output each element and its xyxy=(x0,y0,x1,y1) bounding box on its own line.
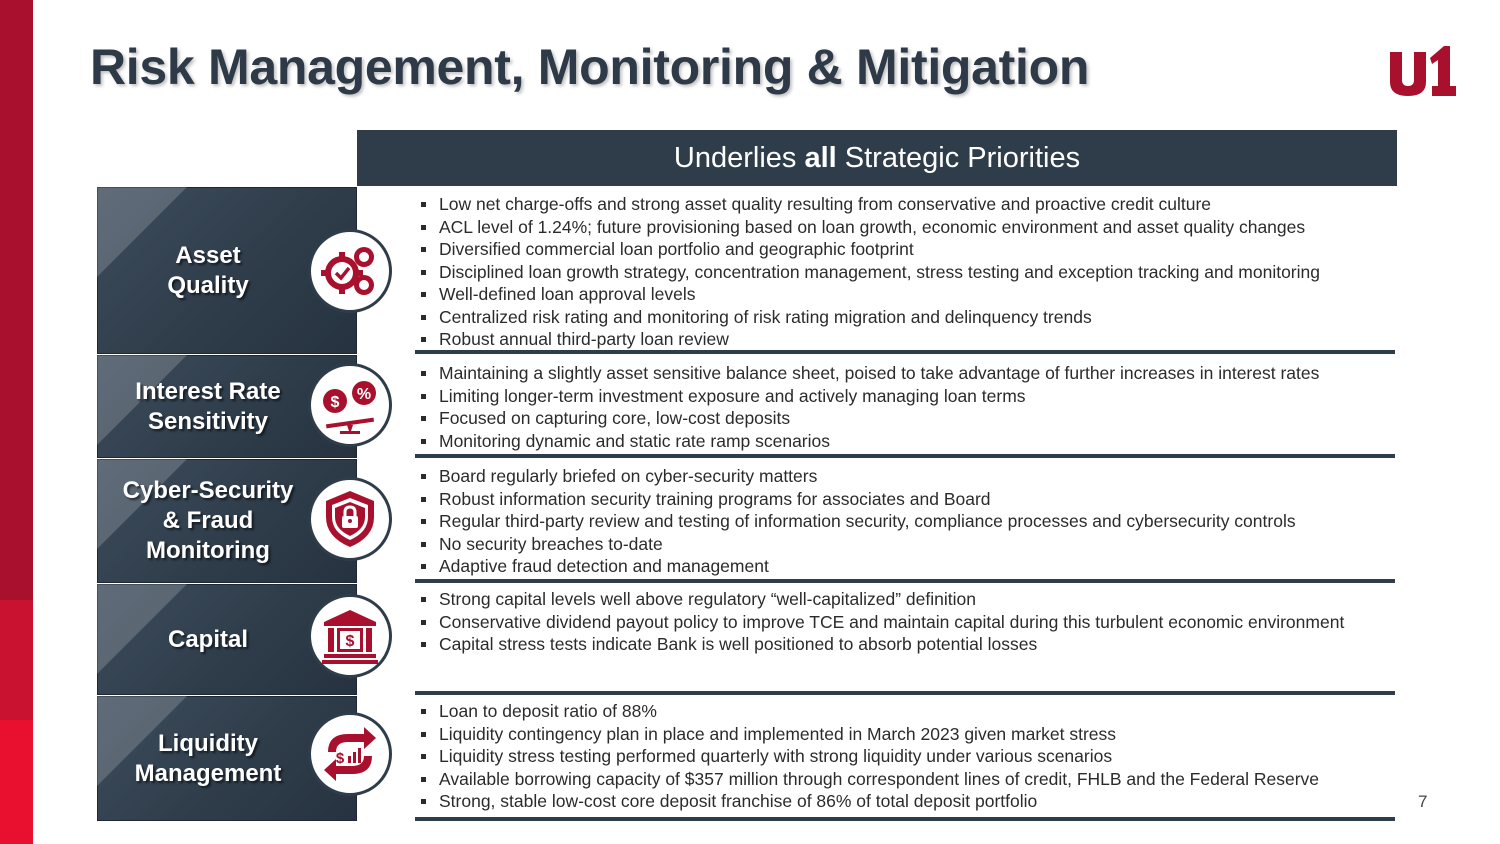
row-liquidity-management xyxy=(97,696,1397,821)
list-item: Regular third-party review and testing of information security, compliance processes and cybersecurity controls xyxy=(415,510,1395,533)
bullet-list xyxy=(415,355,1395,458)
gears-check-icon xyxy=(308,229,392,313)
list-item: Liquidity contingency plan in place and implemented in March 2023 given market stress xyxy=(415,723,1395,746)
row-label: Interest Rate Sensitivity xyxy=(135,377,281,435)
row-cyber-security xyxy=(97,459,1397,583)
row-label: Asset Quality xyxy=(167,241,249,299)
list-item: ACL level of 1.24%; future provisioning based on loan growth, economic environment and asset quality changes xyxy=(415,216,1395,239)
list-item: Limiting longer-term investment exposure and actively managing loan terms xyxy=(415,385,1395,408)
list-item: Strong capital levels well above regulatory “well-capitalized” definition xyxy=(415,588,1395,611)
row-label: Capital xyxy=(167,625,248,653)
accent-side-bar xyxy=(0,0,33,844)
list-item: Capital stress tests indicate Bank is well positioned to absorb potential losses xyxy=(415,633,1395,656)
list-item: Board regularly briefed on cyber-security matters xyxy=(415,465,1395,488)
row-label: Liquidity Management xyxy=(134,729,282,787)
row-asset-quality xyxy=(97,187,1397,354)
list-item: Liquidity stress testing performed quarterly with strong liquidity under various scenarios xyxy=(415,745,1395,768)
list-item: Focused on capturing core, low-cost deposits xyxy=(415,407,1395,430)
list-item: Available borrowing capacity of $357 million through correspondent lines of credit, FHLB and the Federal Reserve xyxy=(415,768,1395,791)
liquidity-cycle-icon xyxy=(308,712,392,796)
svg-text:%: % xyxy=(356,386,372,403)
list-item: Well-defined loan approval levels xyxy=(415,283,1395,306)
header-suffix: Strategic Priorities xyxy=(836,141,1081,174)
list-item: Robust annual third-party loan review xyxy=(415,328,1395,351)
list-item: Monitoring dynamic and static rate ramp scenarios xyxy=(415,430,1395,453)
row-interest-rate-sensitivity xyxy=(97,355,1397,458)
list-item: Disciplined loan growth strategy, concentration management, stress testing and exception tracking and monitoring xyxy=(415,261,1395,284)
header-prefix: Underlies xyxy=(673,141,805,174)
row-capital xyxy=(97,584,1397,695)
bank-dollar-icon xyxy=(308,594,392,678)
bullet-list xyxy=(415,459,1395,583)
header-emphasis: all xyxy=(804,141,837,174)
svg-text:$: $ xyxy=(330,394,340,411)
list-item: Centralized risk rating and monitoring of risk rating migration and delinquency trends xyxy=(415,306,1395,329)
list-item: Robust information security training programs for associates and Board xyxy=(415,488,1395,511)
header-band xyxy=(357,130,1397,186)
list-item: Conservative dividend payout policy to improve TCE and maintain capital during this turbulent economic environment xyxy=(415,611,1395,634)
list-item: Maintaining a slightly asset sensitive balance sheet, poised to take advantage of further increases in interest rates xyxy=(415,362,1395,385)
list-item: Loan to deposit ratio of 88% xyxy=(415,700,1395,723)
svg-text:$: $ xyxy=(335,750,345,767)
list-item: Diversified commercial loan portfolio and geographic footprint xyxy=(415,238,1395,261)
bullet-list xyxy=(415,696,1395,821)
dollar-percent-scale-icon xyxy=(308,363,392,447)
row-label: Cyber-Security & Fraud Monitoring xyxy=(122,477,294,564)
list-item: Low net charge-offs and strong asset quality resulting from conservative and proactive credit culture xyxy=(415,193,1395,216)
bullet-list xyxy=(415,187,1395,354)
page-number: 7 xyxy=(1418,792,1428,811)
list-item: Strong, stable low-cost core deposit franchise of 86% of total deposit portfolio xyxy=(415,790,1395,813)
svg-text:$: $ xyxy=(345,633,355,650)
list-item: No security breaches to-date xyxy=(415,533,1395,556)
page-title: Risk Management, Monitoring & Mitigation xyxy=(90,39,1090,95)
list-item: Adaptive fraud detection and management xyxy=(415,555,1395,578)
shield-lock-icon xyxy=(308,477,392,561)
bullet-list xyxy=(415,584,1395,695)
brand-logo xyxy=(1386,44,1458,96)
